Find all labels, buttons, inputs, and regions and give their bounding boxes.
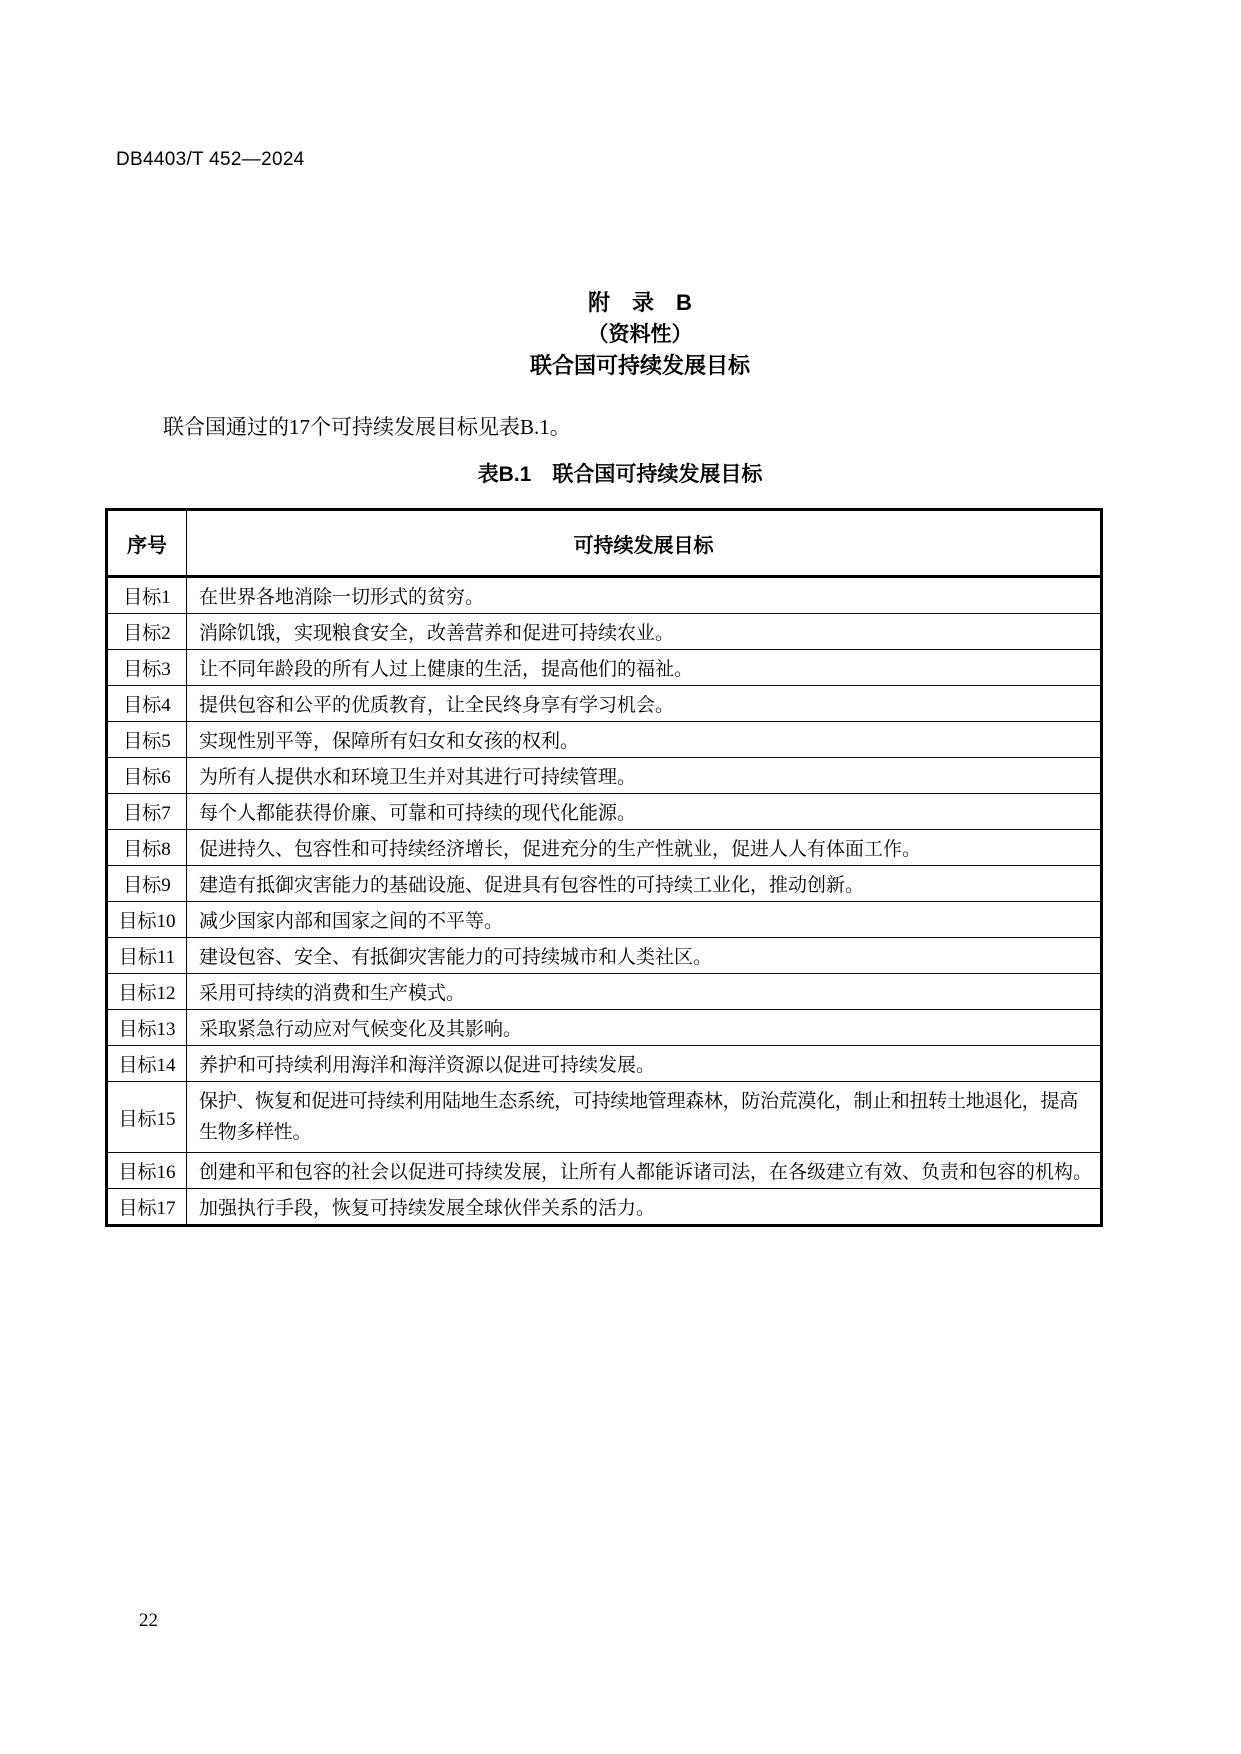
goal-text-cell: 建设包容、安全、有抵御灾害能力的可持续城市和人类社区。 xyxy=(187,938,1102,974)
appendix-informative-label: （资料性） xyxy=(587,323,693,346)
table-row xyxy=(107,1189,1102,1226)
table-row xyxy=(107,794,1102,830)
table-row xyxy=(107,577,1102,614)
table-row xyxy=(107,1010,1102,1046)
goal-text-cell: 消除饥饿，实现粮食安全，改善营养和促进可持续农业。 xyxy=(187,614,1102,650)
goal-text-cell: 促进持久、包容性和可持续经济增长，促进充分的生产性就业，促进人人有体面工作。 xyxy=(187,830,1102,866)
goal-id-cell: 目标4 xyxy=(107,686,187,722)
table-row xyxy=(107,650,1102,686)
table-row xyxy=(107,686,1102,722)
column-header-index: 序号 xyxy=(107,510,187,577)
table-row xyxy=(107,902,1102,938)
table-row xyxy=(107,1082,1102,1153)
goal-text-cell: 为所有人提供水和环境卫生并对其进行可持续管理。 xyxy=(187,758,1102,794)
goal-id-cell: 目标16 xyxy=(107,1153,187,1189)
goal-text-cell: 建造有抵御灾害能力的基础设施、促进具有包容性的可持续工业化，推动创新。 xyxy=(187,866,1102,902)
table-row xyxy=(107,866,1102,902)
goal-text-cell: 加强执行手段，恢复可持续发展全球伙伴关系的活力。 xyxy=(187,1189,1102,1226)
column-header-goal: 可持续发展目标 xyxy=(187,510,1102,577)
goal-id-cell: 目标15 xyxy=(107,1082,187,1153)
goal-id-cell: 目标3 xyxy=(107,650,187,686)
goal-text-cell: 创建和平和包容的社会以促进可持续发展，让所有人都能诉诸司法，在各级建立有效、负责和包容的机构。 xyxy=(187,1153,1102,1189)
intro-paragraph: 联合国通过的17个可持续发展目标见表B.1。 xyxy=(163,415,571,439)
page-number: 22 xyxy=(139,1610,158,1631)
goal-text-cell: 采取紧急行动应对气候变化及其影响。 xyxy=(187,1010,1102,1046)
goal-text-cell: 让不同年龄段的所有人过上健康的生活，提高他们的福祉。 xyxy=(187,650,1102,686)
table-header-row xyxy=(107,510,1102,577)
table-row xyxy=(107,758,1102,794)
goal-text-cell: 每个人都能获得价廉、可靠和可持续的现代化能源。 xyxy=(187,794,1102,830)
table-row xyxy=(107,722,1102,758)
table-row xyxy=(107,1046,1102,1082)
goal-id-cell: 目标17 xyxy=(107,1189,187,1226)
goal-text-cell: 保护、恢复和促进可持续利用陆地生态系统，可持续地管理森林，防治荒漠化，制止和扭转土地退化，提高生物多样性。 xyxy=(187,1082,1102,1153)
table-row xyxy=(107,974,1102,1010)
table-row xyxy=(107,938,1102,974)
appendix-heading: 附 录 B xyxy=(588,290,692,315)
table-row xyxy=(107,614,1102,650)
goal-id-cell: 目标5 xyxy=(107,722,187,758)
goal-text-cell: 养护和可持续利用海洋和海洋资源以促进可持续发展。 xyxy=(187,1046,1102,1082)
table-row xyxy=(107,830,1102,866)
goal-text-cell: 实现性别平等，保障所有妇女和女孩的权利。 xyxy=(187,722,1102,758)
goals-table-body xyxy=(107,577,1102,1226)
goal-text-cell: 提供包容和公平的优质教育，让全民终身享有学习机会。 xyxy=(187,686,1102,722)
goal-id-cell: 目标2 xyxy=(107,614,187,650)
document-code: DB4403/T 452—2024 xyxy=(116,149,305,170)
goal-id-cell: 目标1 xyxy=(107,577,187,614)
goal-id-cell: 目标14 xyxy=(107,1046,187,1082)
goals-table xyxy=(105,508,1103,1227)
table-caption: 表B.1 联合国可持续发展目标 xyxy=(477,463,763,486)
table-row xyxy=(107,1153,1102,1189)
goal-id-cell: 目标6 xyxy=(107,758,187,794)
goal-id-cell: 目标13 xyxy=(107,1010,187,1046)
goal-id-cell: 目标9 xyxy=(107,866,187,902)
goal-id-cell: 目标7 xyxy=(107,794,187,830)
goal-id-cell: 目标12 xyxy=(107,974,187,1010)
goal-text-cell: 在世界各地消除一切形式的贫穷。 xyxy=(187,577,1102,614)
appendix-title: 联合国可持续发展目标 xyxy=(529,353,751,378)
goal-id-cell: 目标11 xyxy=(107,938,187,974)
goal-id-cell: 目标8 xyxy=(107,830,187,866)
goal-text-cell: 减少国家内部和国家之间的不平等。 xyxy=(187,902,1102,938)
goal-text-cell: 采用可持续的消费和生产模式。 xyxy=(187,974,1102,1010)
goal-id-cell: 目标10 xyxy=(107,902,187,938)
